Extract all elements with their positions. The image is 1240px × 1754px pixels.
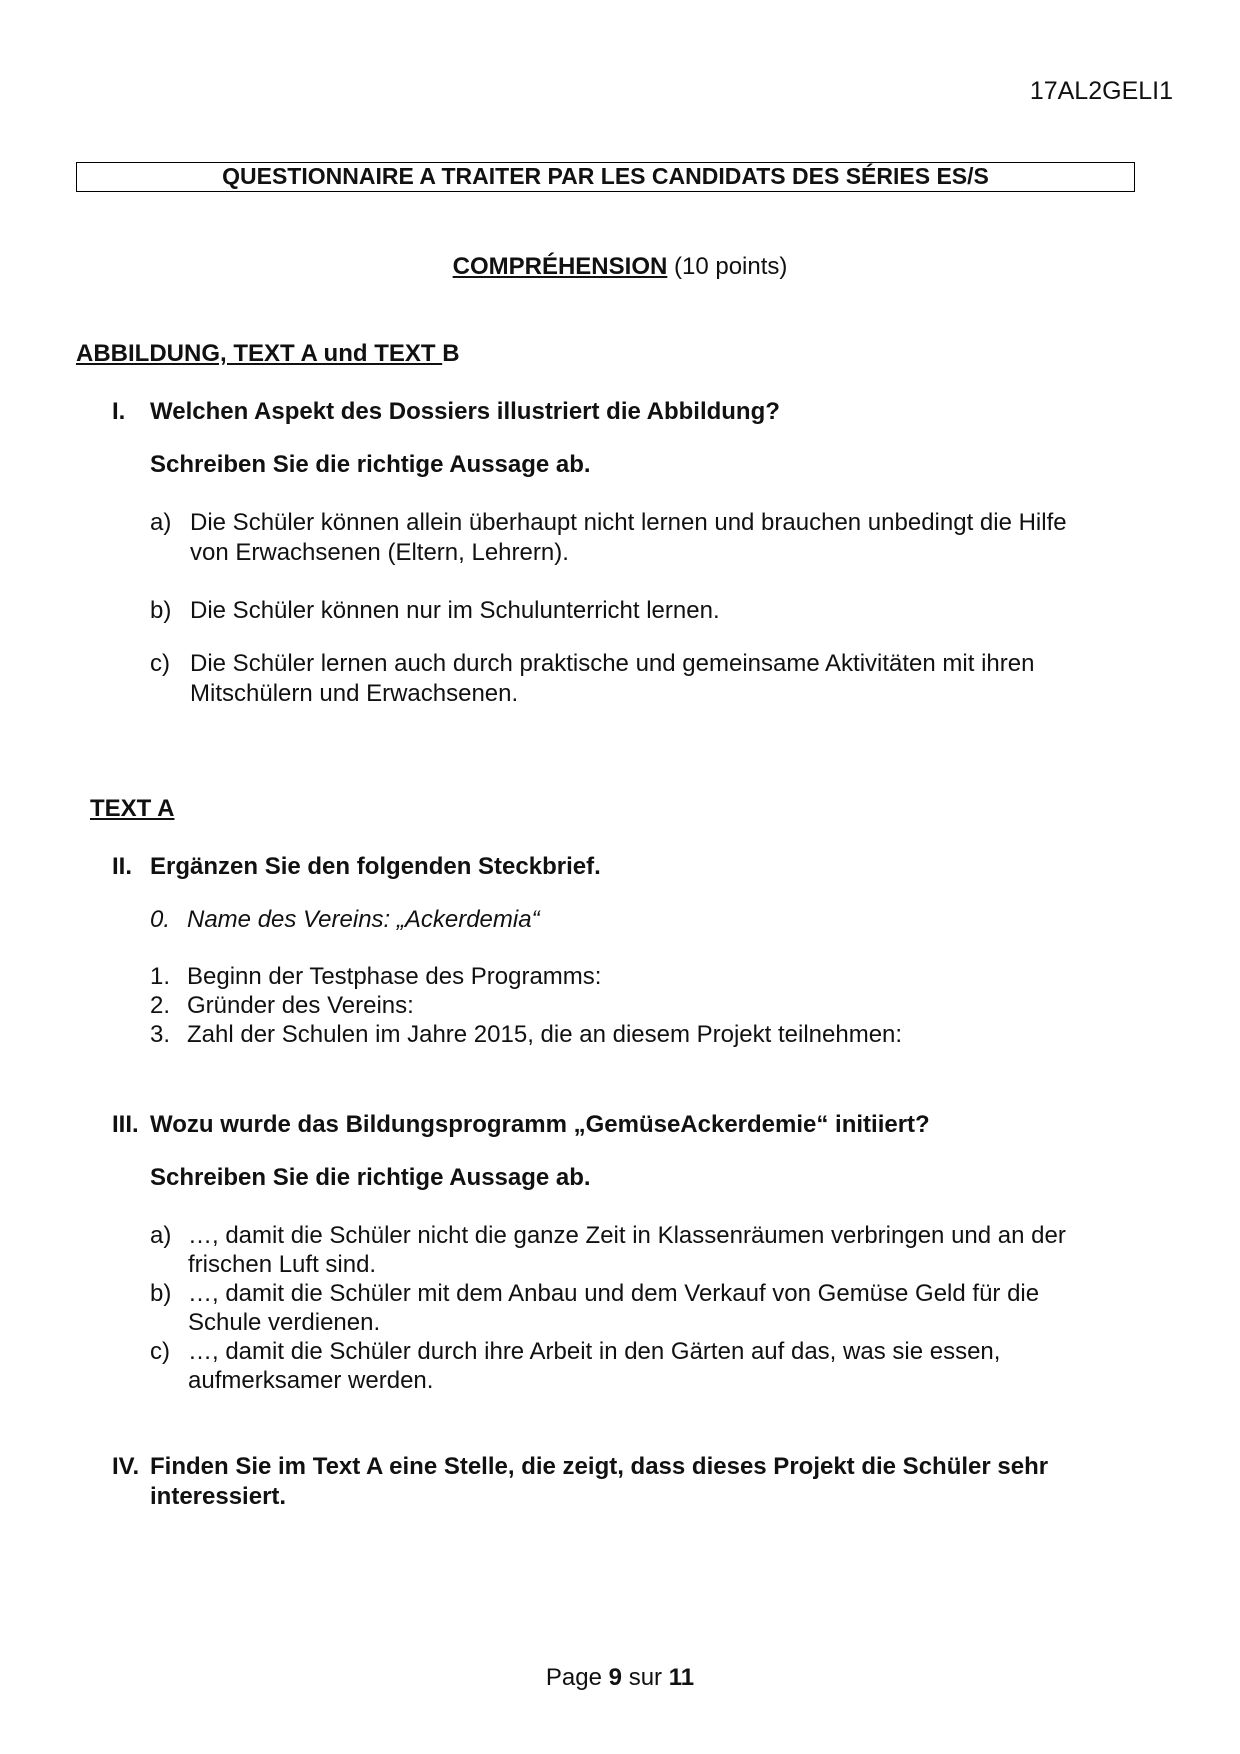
list-item	[150, 962, 902, 991]
list-item	[150, 1020, 902, 1049]
answer-option	[150, 508, 1067, 568]
question-text: Welchen Aspekt des Dossiers illustriert die Abbildung?	[150, 398, 780, 425]
document-code: 17AL2GELI1	[1029, 77, 1173, 105]
comprehension-points: (10 points)	[673, 253, 788, 280]
example-number: 0.	[150, 906, 171, 933]
questionnaire-banner: QUESTIONNAIRE A TRAITER PAR LES CANDIDATS DES SÉRIES ES/S	[76, 162, 1135, 192]
question-3	[112, 1110, 930, 1140]
question-2	[112, 852, 601, 882]
answer-option	[150, 1337, 1066, 1395]
sur-word: sur	[628, 1664, 663, 1691]
answer-option	[150, 596, 720, 626]
option-text	[188, 1279, 1066, 1337]
question-3-instruction: Schreiben Sie die richtige Aussage ab.	[150, 1164, 591, 1191]
item-text: Zahl der Schulen im Jahre 2015, die an diesem Projekt teilnehmen:	[187, 1021, 903, 1048]
option-label: b)	[150, 597, 172, 624]
answer-options	[150, 1221, 1066, 1395]
item-text: Gründer des Vereins:	[187, 992, 414, 1019]
answer-option	[150, 1279, 1066, 1337]
option-label: b)	[150, 1280, 172, 1307]
question-text: Ergänzen Sie den folgenden Steckbrief.	[150, 853, 601, 880]
question-number: III.	[112, 1111, 139, 1138]
page-footer	[0, 1663, 1240, 1693]
option-label: c)	[150, 1338, 170, 1365]
item-number: 1.	[150, 963, 171, 990]
page-word: Page	[545, 1664, 602, 1691]
option-text	[188, 1221, 1066, 1279]
question-4	[112, 1452, 1048, 1512]
question-number: II.	[112, 853, 133, 880]
example-text: Name des Vereins: „Ackerdemia“	[187, 906, 540, 933]
option-label: c)	[150, 650, 170, 677]
question-1	[112, 397, 780, 427]
option-line: Die Schüler lernen auch durch praktische und gemeinsame Aktivitäten mit ihren	[190, 650, 1035, 677]
comprehension-heading	[0, 252, 1240, 282]
option-line: Schule verdienen.	[188, 1309, 381, 1336]
item-number: 2.	[150, 992, 171, 1019]
option-line: …, damit die Schüler nicht die ganze Zeit in Klassenräumen verbringen und an der	[188, 1222, 1066, 1249]
question-number: IV.	[112, 1453, 140, 1480]
option-label: a)	[150, 509, 172, 536]
section-heading-abbildung	[76, 339, 460, 369]
question-text: Wozu wurde das Bildungsprogramm „GemüseAckerdemie“ initiiert?	[150, 1111, 930, 1138]
question-line: interessiert.	[150, 1483, 287, 1510]
section-heading-tail: B	[442, 340, 460, 367]
option-line: aufmerksamer werden.	[188, 1367, 434, 1394]
section-heading-text-a: TEXT A	[90, 795, 175, 822]
option-line: …, damit die Schüler durch ihre Arbeit in den Gärten auf das, was sie essen,	[188, 1338, 1001, 1365]
option-line: …, damit die Schüler mit dem Anbau und dem Verkauf von Gemüse Geld für die	[188, 1280, 1040, 1307]
option-text	[188, 1337, 1066, 1395]
comprehension-title: COMPRÉHENSION	[452, 253, 668, 280]
option-label: a)	[150, 1222, 172, 1249]
option-text	[190, 649, 1034, 709]
item-number: 3.	[150, 1021, 171, 1048]
question-1-instruction: Schreiben Sie die richtige Aussage ab.	[150, 451, 591, 478]
page-number: 9	[608, 1664, 623, 1691]
list-item	[150, 991, 902, 1020]
option-line: von Erwachsenen (Eltern, Lehrern).	[190, 539, 569, 566]
option-text: Die Schüler können nur im Schulunterricht lernen.	[190, 597, 720, 624]
question-number: I.	[112, 398, 126, 425]
item-text: Beginn der Testphase des Programms:	[187, 963, 602, 990]
option-text	[190, 508, 1067, 568]
option-line: Mitschülern und Erwachsenen.	[190, 680, 519, 707]
option-line: Die Schüler können allein überhaupt nicht lernen und brauchen unbedingt die Hilfe	[190, 509, 1067, 536]
question-text	[150, 1452, 1048, 1512]
total-pages: 11	[668, 1664, 695, 1691]
question-line: Finden Sie im Text A eine Stelle, die zeigt, dass dieses Projekt die Schüler sehr	[150, 1453, 1049, 1480]
section-heading-underlined: ABBILDUNG, TEXT A und TEXT	[76, 340, 443, 367]
answer-option	[150, 1221, 1066, 1279]
answer-option	[150, 649, 1034, 709]
steckbrief-list	[150, 962, 902, 1049]
option-line: frischen Luft sind.	[188, 1251, 377, 1278]
example-item	[150, 905, 540, 935]
